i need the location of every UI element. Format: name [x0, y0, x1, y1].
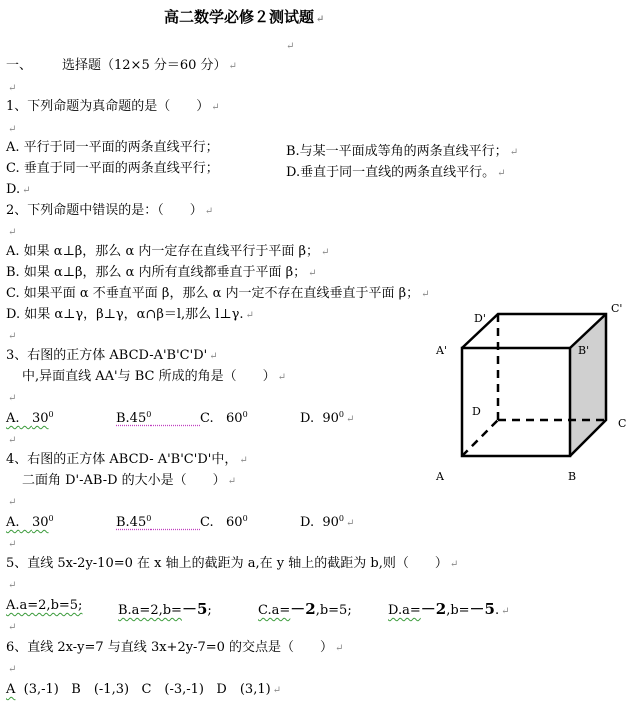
question-2-option-c: C. 如果平面 α 不垂直平面 β，那么 α 内一定不存在直线垂直于平面 β； ↵	[6, 286, 430, 301]
vertex-label-a1: A'	[436, 344, 447, 357]
question-1-option-b: B.与某一平面成等角的两条直线平行； ↵	[286, 144, 519, 159]
cube-front-face	[462, 348, 570, 456]
paragraph-mark: ↵	[8, 497, 17, 508]
paragraph-mark: ↵	[8, 83, 17, 94]
vertex-label-c1: C'	[611, 302, 623, 315]
vertex-label-a: A	[436, 470, 444, 483]
question-1-option-c: C. 垂直于同一平面的两条直线平行；	[6, 161, 219, 176]
question-5-option-b: B.a=2,b=－5;	[118, 600, 212, 618]
paragraph-mark: ↵	[8, 539, 17, 550]
question-2-option-d: D. 如果 α⊥γ，β⊥γ，α∩β＝l,那么 l⊥γ. ↵	[6, 307, 254, 322]
vertex-label-d1: D'	[474, 312, 486, 325]
question-3-option-b: $B.45^0$	[116, 410, 152, 426]
question-3-stem: 3、右图的正方体 ABCD-A'B'C'D' ↵	[6, 348, 218, 363]
question-3-option-d: D. $90^0$ ↵	[300, 410, 355, 426]
question-1-stem: 1、下列命题为真命题的是（ ） ↵	[6, 99, 220, 114]
page-title: 高二数学必修２测试题 ↵	[164, 8, 325, 26]
paragraph-mark: ↵	[8, 124, 17, 135]
question-6-options: A (3,-1) B (-1,3) C (-3,-1) D (3,1) ↵	[6, 682, 282, 697]
paragraph-mark: ↵	[8, 227, 17, 238]
question-1-option-d: D.垂直于同一直线的两条直线平行。 ↵	[286, 165, 506, 180]
question-1-option-a: A. 平行于同一平面的两条直线平行；	[6, 140, 219, 155]
paragraph-mark: ↵	[8, 393, 17, 404]
question-1-option-d-extra: D. ↵	[6, 182, 31, 197]
question-4-stem-cont: 二面角 D'-AB-D 的大小是（ ） ↵	[22, 473, 237, 488]
question-5-stem: 5、直线 5x-2y-10=0 在 x 轴上的截距为 a,在 y 轴上的截距为 b,则（ ） ↵	[6, 556, 459, 571]
question-4-stem: 4、右图的正方体 ABCD- A'B'C'D'中， ↵	[6, 452, 248, 467]
paragraph-mark: ↵	[8, 331, 17, 342]
question-3-option-c: C. $60^0$	[200, 410, 248, 426]
question-5-option-c: C.a=－2,b=5;	[258, 600, 352, 618]
paragraph-mark: ↵	[286, 41, 295, 52]
paragraph-mark: ↵	[8, 580, 17, 591]
question-4-option-a: A. $30^0$	[6, 514, 54, 530]
question-4-option-b: $B.45^0$	[116, 514, 152, 530]
vertex-label-b: B	[568, 470, 577, 483]
paragraph-mark: ↵	[8, 622, 17, 633]
question-3-option-a: A. $30^0$	[6, 410, 54, 426]
question-6-stem: 6、直线 2x-y=7 与直线 3x+2y-7=0 的交点是（ ） ↵	[6, 640, 344, 655]
section-heading: 一、 选择题（12×5 分＝60 分） ↵	[6, 58, 237, 73]
question-4-option-c: C. $60^0$	[200, 514, 248, 530]
question-4-option-d: D. $90^0$ ↵	[300, 514, 355, 530]
question-5-option-d: D.a=－2,b=－5. ↵	[388, 600, 510, 618]
question-3-stem-cont: 中,异面直线 AA'与 BC 所成的角是（ ） ↵	[22, 369, 287, 384]
question-2-option-a: A. 如果 α⊥β，那么 α 内一定存在直线平行于平面 β； ↵	[6, 244, 330, 259]
question-5-option-a: A.a=2,b=5;	[6, 598, 83, 613]
vertex-label-d: D	[472, 405, 481, 418]
paragraph-mark: ↵	[8, 435, 17, 446]
cube-shaded-face	[570, 314, 606, 456]
cube-figure	[430, 300, 632, 490]
question-2-option-b: B. 如果 α⊥β，那么 α 内所有直线都垂直于平面 β； ↵	[6, 265, 317, 280]
paragraph-mark: ↵	[8, 664, 17, 675]
vertex-label-c: C	[618, 417, 627, 430]
question-2-stem: 2、下列命题中错误的是：（ ） ↵	[6, 203, 214, 218]
vertex-label-b1: B'	[578, 344, 590, 357]
cube-hidden-edge	[462, 420, 498, 456]
